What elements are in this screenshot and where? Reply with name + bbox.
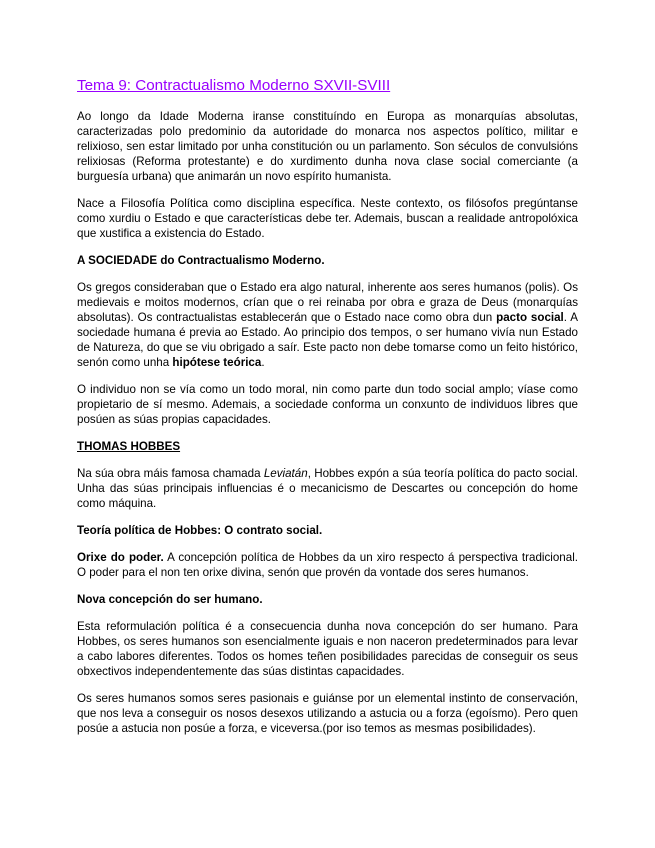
paragraph-filosofia-politica: Nace a Filosofía Política como disciplina específica. Neste contexto, os filósofos pregúntanse como xurdiu o Estado e que características debe ter. Ademais, buscan a realidade antropolóxica que xustifica a existencia do Estado. [77,197,578,240]
heading-nova-concepcion: Nova concepción do ser humano. [77,593,263,606]
heading-thomas-hobbes: THOMAS HOBBES [77,440,181,453]
paragraph-orixe-poder [77,550,578,580]
text-segment: , Hobbes expón a súa teoría política do pacto social. Unha das súas principais influencias é o mecanicismo de Descartes ou concepción do home como máquina. [77,467,578,510]
document-title: Tema 9: Contractualismo Moderno SXVII-SVIII [77,77,391,94]
heading-teoria-politica: Teoría política de Hobbes: O contrato social. [77,524,323,537]
paragraph-seres-pasionais: Os seres humanos somos seres pasionais e guiánse por un elemental instinto de conservación, que nos leva a conseguir os nosos desexos utilizando a astucia ou a forza (egoísmo). Pero quen posúe a astucia non posúe a forza, e viceversa.(por iso temos as mesmas posibilidades). [77,692,578,735]
bold-term-pacto-social: pacto social [496,311,564,324]
bold-term-orixe-poder: Orixe do poder. [77,551,164,564]
paragraph-intro: Ao longo da Idade Moderna iranse constituíndo en Europa as monarquías absolutas, caracterizadas polo predominio da autoridade do monarca nos aspectos político, militar e relixioso, sen estar limitado por unha constitución ou un parlamento. Son séculos de convulsións relixiosas (Reforma protestante) e do xurdimento dunha nova clase social comerciante (a burguesía urbana) que animarán un novo espírito humanista. [77,110,578,183]
text-segment: . [261,356,265,369]
bold-term-hipotese-teorica: hipótese teórica [172,356,262,369]
heading-sociedade: A SOCIEDADE do Contractualismo Moderno. [77,254,325,267]
paragraph-contractualistas [77,280,578,370]
text-segment: Os gregos consideraban que o Estado era algo natural, inherente aos seres humanos (polis). Os medievais e moitos modernos, crían que o rei reinaba por obra e graza de Deus (monarquías absolutas). Os contractualistas establecerán que o Estado nace como obra dun [77,281,578,324]
text-segment: A concepción política de Hobbes da un xiro respecto á perspectiva tradicional. O poder para el non ten orixe divina, senón que provén da vontade dos seres humanos. [77,551,578,579]
document-page [77,76,578,748]
paragraph-individuo: O individuo non se vía como un todo moral, nin como parte dun todo social amplo; víase como propietario de sí mesmo. Ademais, a sociedade conforma un conxunto de individuos libres que posúen as súas propias capacidades. [77,383,578,426]
italic-title-leviatan: Leviatán [263,467,308,480]
paragraph-reformulacion: Esta reformulación política é a consecuencia dunha nova concepción do ser humano. Para Hobbes, os seres humanos son esencialmente iguais e non naceron predeterminados para levar a cabo labores diferentes. Todos os homes teñen posibilidades parecidas de conseguir os seus obxectivos independentemente das súas distintas capacidades. [77,620,578,678]
text-segment: . A sociedade humana é previa ao Estado. Ao principio dos tempos, o ser humano vivía nun Estado de Natureza, do que se viu obrigado a saír. Este pacto non debe tomarse como un feito histórico, senón como unha [77,311,578,369]
text-segment: Na súa obra máis famosa chamada [77,467,264,480]
paragraph-leviatan [77,466,578,511]
